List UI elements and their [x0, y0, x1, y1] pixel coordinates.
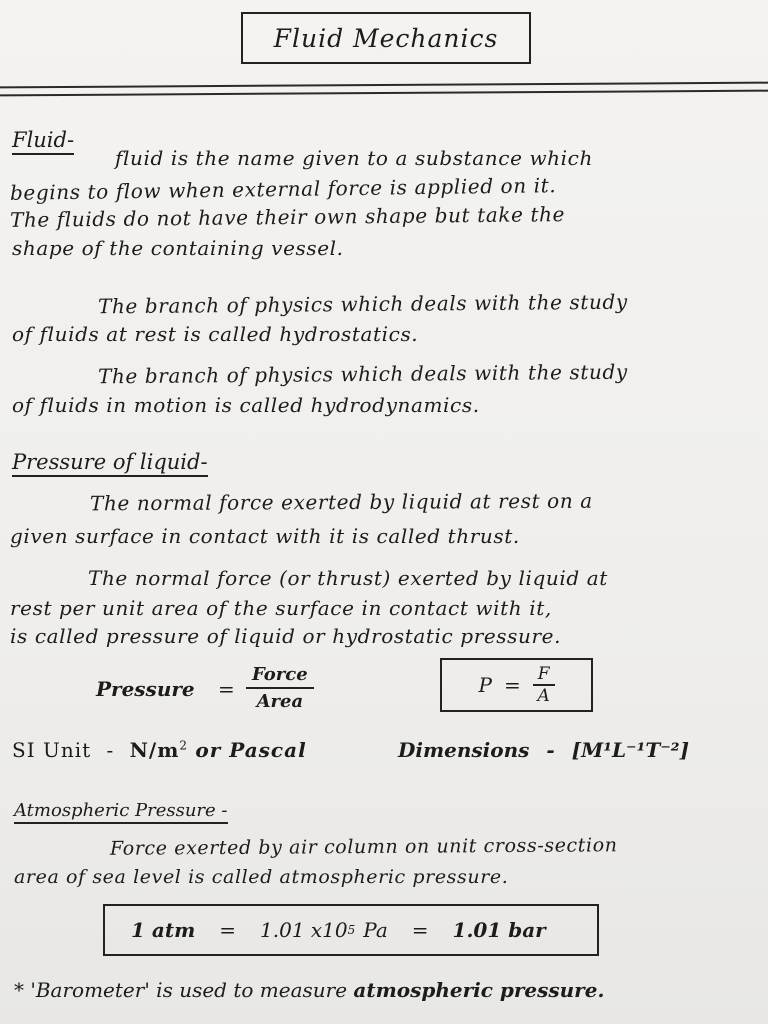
pressure-def-line-1: The normal force (or thrust) exerted by liquid at	[88, 566, 608, 590]
page-title: Fluid Mechanics	[273, 23, 499, 53]
note-text: 'Barometer' is used to measure	[30, 978, 348, 1002]
atm-mid-exponent: 5	[347, 923, 356, 937]
atm-conversion-box	[103, 904, 599, 956]
thrust-line-1: The normal force exerted by liquid at rest on a	[89, 488, 593, 516]
atm-equals-2: =	[411, 918, 429, 942]
fluid-heading: Fluid-	[12, 128, 74, 155]
boxed-lhs: P	[478, 673, 492, 697]
atm-rhs: 1.01 bar	[452, 918, 546, 942]
si-unit-label: SI Unit	[12, 738, 92, 762]
fluid-line-2: begins to flow when external force is applied on it.	[9, 173, 557, 205]
title-divider-bottom	[0, 90, 768, 97]
pressure-def-line-3: is called pressure of liquid or hydrostatic pressure.	[10, 624, 562, 648]
hydrostatics-line-1: The branch of physics which deals with the study	[97, 289, 628, 319]
si-unit-alt: or Pascal	[195, 738, 307, 762]
note-star: *	[14, 978, 24, 1002]
boxed-equals: =	[503, 673, 521, 697]
dimensions-dash: -	[546, 738, 555, 762]
thrust-line-2: given surface in contact with it is called thrust.	[10, 524, 520, 548]
si-unit-row	[12, 738, 307, 762]
atmospheric-line-1: Force exerted by air column on unit cross-section	[109, 834, 618, 860]
dimensions-label: Dimensions	[398, 738, 530, 762]
fraction-denominator: Area	[256, 691, 304, 712]
page-title-box	[241, 12, 531, 64]
hydrodynamics-line-1: The branch of physics which deals with the study	[97, 359, 628, 389]
atm-lhs: 1 atm	[131, 918, 196, 942]
atm-mid-value: 1.01 x10	[260, 918, 348, 942]
pressure-formula-box	[440, 658, 593, 712]
note-bold-text: atmospheric pressure.	[353, 978, 605, 1002]
atmospheric-line-2: area of sea level is called atmospheric pressure.	[14, 866, 509, 888]
atmospheric-heading: Atmospheric Pressure -	[14, 800, 228, 824]
si-unit-value: N/m	[129, 738, 180, 762]
boxed-denominator: A	[537, 686, 550, 706]
barometer-note	[14, 978, 604, 1002]
pressure-formula-equals: =	[218, 677, 235, 701]
hydrodynamics-line-2: of fluids in motion is called hydrodynamics.	[12, 393, 480, 417]
si-unit-exponent: 2	[179, 738, 189, 753]
pressure-formula-label: Pressure	[96, 677, 195, 701]
pressure-fraction	[246, 664, 314, 712]
pressure-heading: Pressure of liquid-	[12, 450, 208, 477]
fluid-line-4: shape of the containing vessel.	[12, 236, 344, 260]
dimensions-value: [M¹L⁻¹T⁻²]	[571, 738, 690, 762]
boxed-fraction	[533, 664, 555, 706]
atm-mid-unit: Pa	[363, 918, 388, 942]
dimensions-row	[398, 738, 689, 762]
pressure-def-line-2: rest per unit area of the surface in contact with it,	[10, 596, 552, 620]
hydrostatics-line-2: of fluids at rest is called hydrostatics.	[12, 322, 419, 346]
fluid-line-3: The fluids do not have their own shape but take the	[9, 202, 566, 232]
fraction-numerator: Force	[246, 664, 314, 689]
atm-equals-1: =	[219, 918, 237, 942]
si-unit-dash: -	[106, 738, 115, 762]
title-divider-top	[0, 82, 768, 89]
boxed-numerator: F	[533, 664, 555, 686]
fluid-line-1: fluid is the name given to a substance which	[115, 146, 593, 170]
